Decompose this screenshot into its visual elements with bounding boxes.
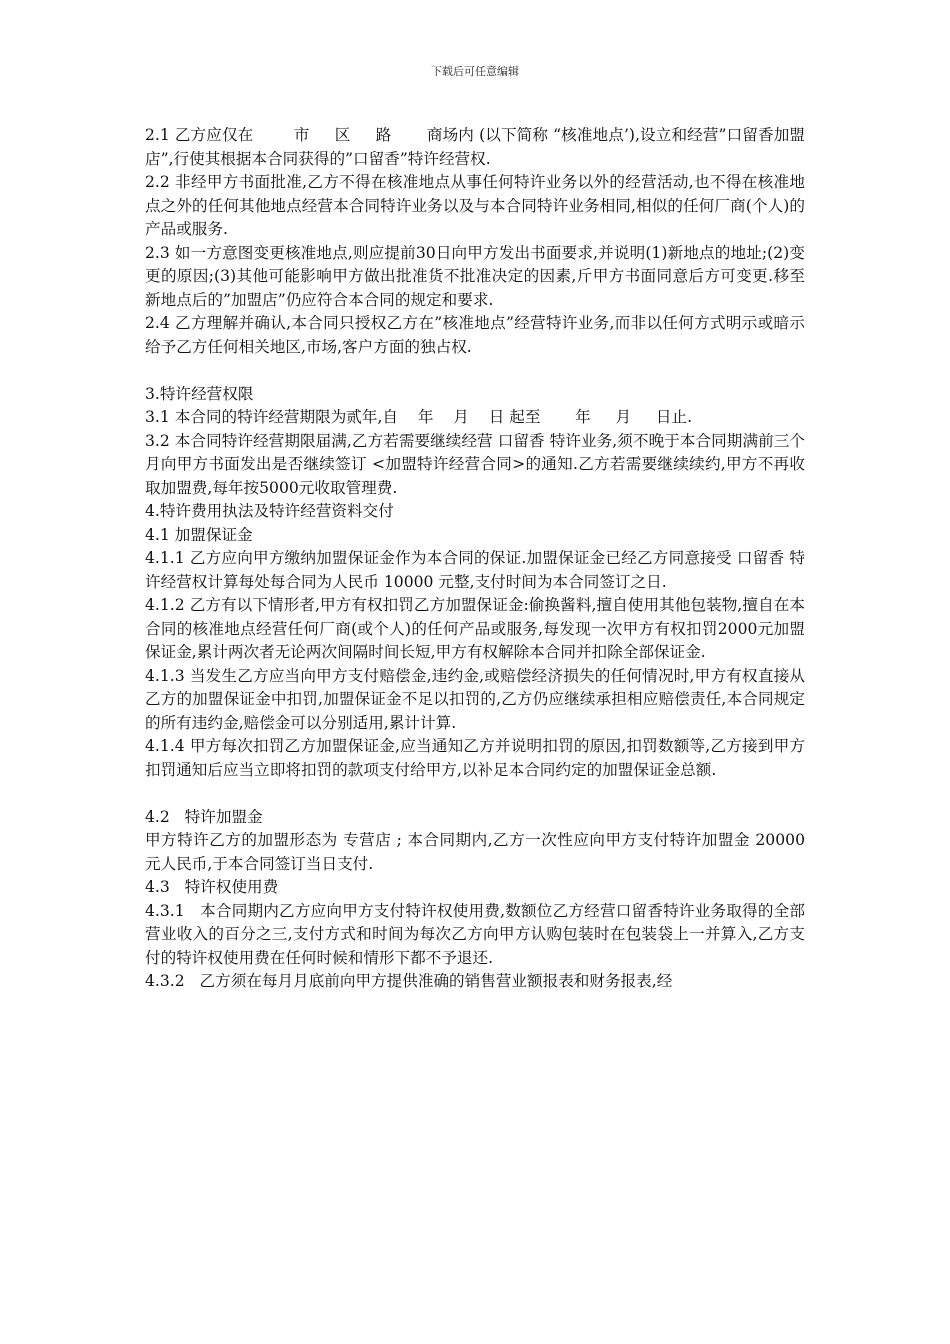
clause-4-1-1: 4.1.1 乙方应向甲方缴纳加盟保证金作为本合同的保证.加盟保证金已经乙方同意接受 口留香 特许经营权计算每处每合同为人民币 10000 元整,支付时间为本合同签订之日. — [145, 549, 805, 591]
section-4-2-heading: 4.2 特许加盟金 — [145, 807, 263, 826]
contract-body — [145, 124, 810, 994]
section-4-3-heading: 4.3 特许权使用费 — [145, 878, 279, 896]
clause-2-2: 2.2 非经甲方书面批准,乙方不得在核准地点从事任何特许业务以外的经营活动,也不得在核准地点之外的任何其他地点经营本合同特许业务以及与本合同特许业务相同,相似的任何厂商(个人)的产品或服务. — [145, 173, 805, 238]
clause-4-1-3: 4.1.3 当发生乙方应当向甲方支付赔偿金,违约金,或赔偿经济损失的任何情况时,甲方有权直接从乙方的加盟保证金中扣罚,加盟保证金不足以扣罚的,乙方仍应继续承担相应赔偿责任,本合同规定的所有违约金,赔偿金可以分别适用,累计计算. — [145, 666, 805, 732]
clause-4-1-2: 4.1.2 乙方有以下情形者,甲方有权扣罚乙方加盟保证金:偷换酱料,擅自使用其他包装物,擅自在本合同的核准地点经营任何厂商(或个人)的任何产品或服务,每发现一次甲方有权扣罚2000元加盟保证金,累计两次者无论两次间隔时间长短,甲方有权解除本合同并扣除全部保证金. — [145, 596, 805, 661]
clause-4-1-4: 4.1.4 甲方每次扣罚乙方加盟保证金,应当通知乙方并说明扣罚的原因,扣罚数额等,乙方接到甲方扣罚通知后应当立即将扣罚的款项支付给甲方,以补足本合同约定的加盟保证金总额. — [145, 737, 805, 779]
clause-4-2: 甲方特许乙方的加盟形态为 专营店 ; 本合同期内,乙方一次性应向甲方支付特许加盟金 20000 元人民币,于本合同签订当日支付. — [145, 831, 810, 873]
clause-3-1: 3.1 本合同的特许经营期限为贰年,自 年 月 日 起至 年 月 日止. — [145, 408, 693, 426]
section-4-heading: 4.特许费用执法及特许经营资料交付 — [145, 502, 394, 520]
clause-4-3-2: 4.3.2 乙方须在每月月底前向甲方提供准确的销售营业额报表和财务报表,经 — [145, 972, 673, 990]
clause-2-4: 2.4 乙方理解并确认,本合同只授权乙方在”核准地点”经营特许业务,而非以任何方式明示或暗示给予乙方任何相关地区,市场,客户方面的独占权. — [145, 314, 805, 356]
clause-2-3: 2.3 如一方意图变更核准地点,则应提前30日向甲方发出书面要求,并说明(1)新地点的地址;(2)变更的原因;(3)其他可能影响甲方做出批准货不批准决定的因素,斤甲方书面同意后方可变更.移至新地点后的”加盟店”仍应符合本合同的规定和要求. — [145, 243, 805, 309]
clause-2-1: 2.1 乙方应仅在 市 区 路 商场内 (以下简称 “核准地点’),设立和经营”口留香加盟店”,行使其根据本合同获得的”口留香”特许经营权. — [145, 126, 805, 168]
spacer — [145, 359, 805, 383]
section-4-1-heading: 4.1 加盟保证金 — [145, 525, 253, 544]
spacer — [145, 782, 805, 806]
page-header-note: 下载后可任意编辑 — [431, 65, 519, 78]
section-3-heading: 3.特许经营权限 — [145, 384, 254, 403]
clause-3-2: 3.2 本合同特许经营期限届满,乙方若需要继续经营 口留香 特许业务,须不晚于本合同期满前三个月向甲方书面发出是否继续签订 <加盟特许经营合同>的通知.乙方若需要继续续约,甲方不再收取加盟费,每年按5000元收取管理费. — [145, 431, 805, 497]
clause-4-3-1: 4.3.1 本合同期内乙方应向甲方支付特许权使用费,数额位乙方经营口留香特许业务取得的全部营业收入的百分之三,支付方式和时间为每次乙方向甲方认购包装时在包装袋上一并算入,乙方支付的特许权使用费在任何时候和情形下都不予退还. — [145, 901, 805, 967]
